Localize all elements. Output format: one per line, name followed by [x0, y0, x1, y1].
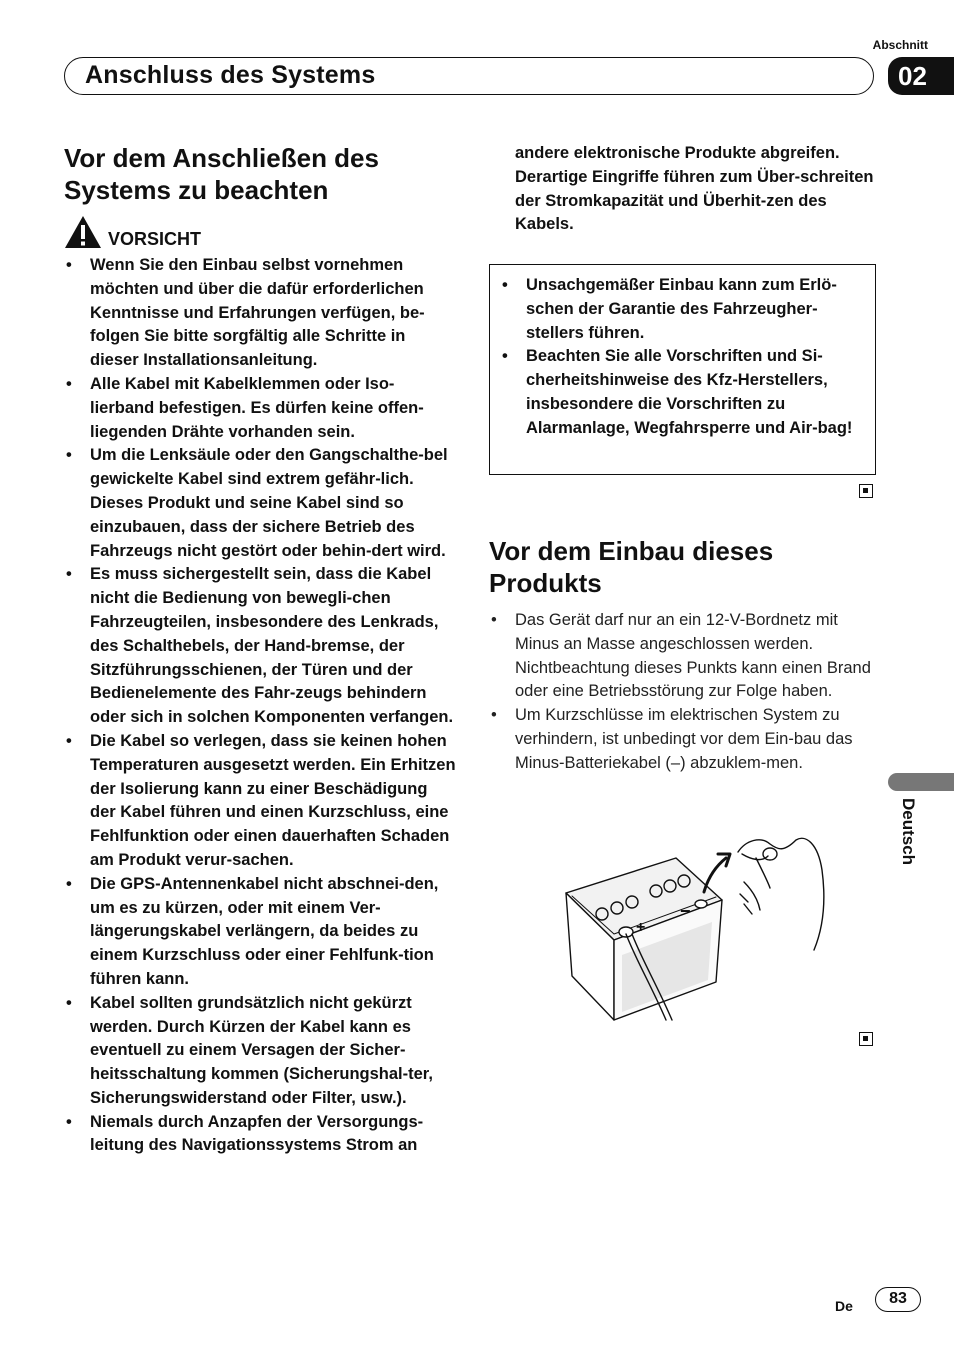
list-item: • Unsachgemäßer Einbau kann zum Erlö-schen der Garantie des Fahrzeugher-stellers führen.: [500, 274, 865, 345]
list-item: • Um die Lenksäule oder den Gangschalthe-bel gewickelte Kabel sind extrem gefähr-lich. Dieses Produkt und seine Kabel sind so einzubauen, dass der sichere Betrieb des Fahrzeugs nicht gestört oder behin-dert wird.: [64, 444, 456, 563]
section-number-tab: 02: [888, 57, 954, 95]
heading-before-installation: Vor dem Einbau dieses Produkts: [489, 536, 774, 598]
installation-list: [489, 609, 879, 776]
list-item: • Es muss sichergestellt sein, dass die Kabel nicht die Bedienung von bewegli-chen Fahrzeugteilen, insbesondere des Lenkrads, des Schalthebels, der Hand-bremse, der Sitzführungsschienen, der Türen und der Bedienelemente des Fahr-zeugs behindern oder sich in solchen Komponenten verfangen.: [64, 563, 456, 730]
battery-plus-label: +: [636, 919, 646, 936]
battery-disconnect-illustration: [556, 830, 836, 1030]
list-item: • Wenn Sie den Einbau selbst vornehmen möchten und über die dafür erforderlichen Kenntnisse und Erfahrungen verfügen, be-folgen Sie bitte sorgfältig alle Schritte in dieser Installationsanleitung.: [64, 254, 456, 373]
continued-paragraph: andere elektronische Produkte abgreifen. Derartige Eingriffe führen zum Über-schreiten der Stromkapazität und Überhit-zen des Kabels.: [515, 144, 874, 234]
warning-triangle-icon: [64, 215, 102, 249]
list-item: • Niemals durch Anzapfen der Versorgungs-leitung des Navigationssystems Strom an: [64, 1111, 456, 1159]
language-tab-label: Deutsch: [899, 798, 918, 866]
section-end-mark: [859, 484, 873, 498]
section-end-mark: [859, 1032, 873, 1046]
list-item: • Alle Kabel mit Kabelklemmen oder Iso-lierband befestigen. Es dürfen keine offen-liegenden Drähte vorhanden sein.: [64, 373, 456, 444]
list-item: • Um Kurzschlüsse im elektrischen System zu verhindern, ist unbedingt vor dem Ein-bau das Minus-Batteriekabel (–) abzuklem-men.: [489, 704, 879, 775]
right-section: [489, 535, 879, 776]
list-item: • Beachten Sie alle Vorschriften und Si-cherheitshinweise des Kfz-Herstellers, insbesondere die Vorschriften zu Alarmanlage, Wegfahrsperre und Air-bag!: [500, 345, 865, 440]
caution-label: VORSICHT: [108, 229, 202, 249]
left-column: [64, 142, 456, 1158]
list-item: • Die Kabel so verlegen, dass sie keinen hohen Temperaturen ausgesetzt werden. Ein Erhitzen der Isolierung kann zu einer Beschädigung der Kabel führen und einen Kurzschluss, eine Fehlfunktion oder einen dauerhaften Schaden am Produkt verur-sachen.: [64, 730, 456, 873]
language-tab-marker: [888, 773, 954, 791]
footer-language-code: De: [835, 1298, 853, 1314]
chapter-header-bar: [64, 57, 874, 95]
list-item: • Die GPS-Antennenkabel nicht abschnei-den, um es zu kürzen, oder mit einem Ver-längerungskabel verlängern, da beides zu einem Kurzschluss oder einer Fehlfunk-tion führen kann.: [64, 873, 456, 992]
chapter-title: Anschluss des Systems: [85, 61, 376, 89]
battery-minus-label: −: [680, 901, 691, 921]
caution-list: [64, 254, 456, 1158]
list-item: • Das Gerät darf nur an ein 12-V-Bordnetz mit Minus an Masse angeschlossen werden. Nichtbeachtung dieses Punkts kann einen Brand oder eine Betriebsstörung zur Folge haben.: [489, 609, 879, 704]
section-label: Abschnitt: [872, 38, 928, 52]
page-number: 83: [875, 1287, 921, 1312]
warning-box: [489, 264, 876, 475]
list-item: • Kabel sollten grundsätzlich nicht gekürzt werden. Durch Kürzen der Kabel kann es eventuell zu einem Versagen der Sicher-heitsschaltung kommen (Sicherungshal-ter, Sicherungswiderstand oder Filter, usw.).: [64, 992, 456, 1111]
heading-before-connecting: Vor dem Anschließen des Systems zu beachten: [64, 143, 379, 205]
warning-box-list: [500, 274, 865, 441]
language-tab-label-wrap: [898, 798, 928, 888]
caution-row: [64, 215, 456, 249]
